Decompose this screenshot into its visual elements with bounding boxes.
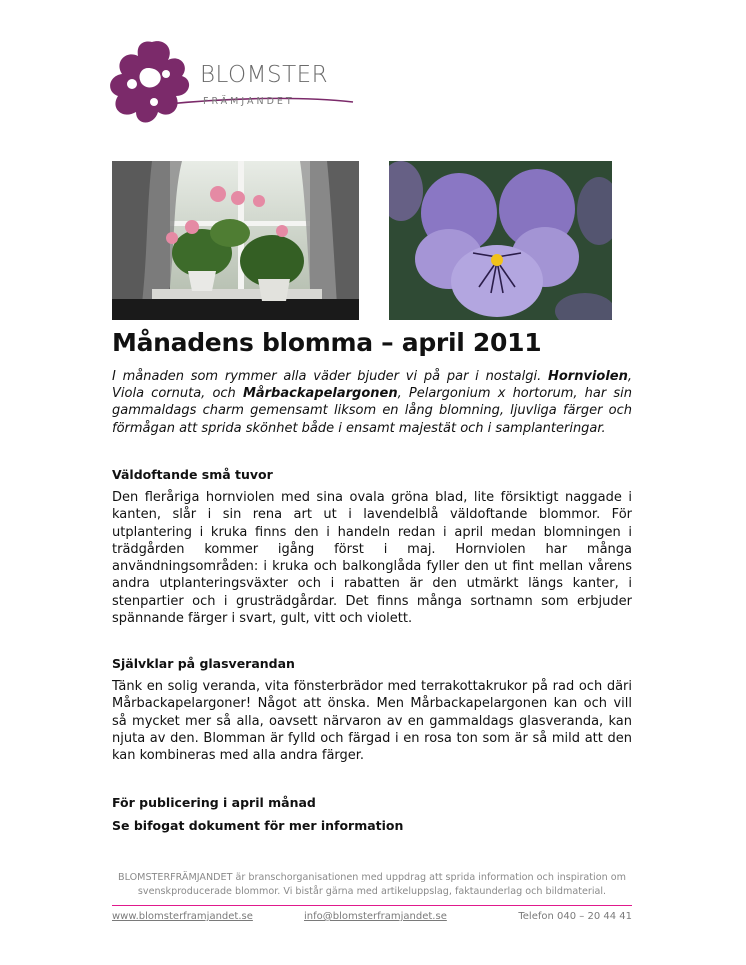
section-heading-pelargon: Självklar på glasverandan: [112, 656, 295, 671]
publish-note: För publicering i april månad: [112, 795, 316, 810]
window-geranium-photo: [112, 161, 359, 320]
intro-text-2: , Viola cornuta, och: [112, 369, 632, 402]
logo-subtitle: FRÄMJANDET: [203, 96, 295, 107]
intro-text-3: , Pelargonium x hortorum, har sin gammaldags charm gemensamt liksom en lång blomning, ljuvliga färger och förmågan att sprida skönhet både i ensamt majestät och i samplanteringar.: [112, 386, 632, 436]
viola-flower-photo: [389, 161, 612, 320]
footer-website-link[interactable]: www.blomsterframjandet.se: [112, 911, 253, 922]
page-title: Månadens blomma – april 2011: [112, 328, 542, 357]
attachment-note: Se bifogat dokument för mer information: [112, 818, 404, 833]
footer-phone: Telefon 040 – 20 44 41: [518, 911, 632, 922]
footer-email-link[interactable]: info@blomsterframjandet.se: [304, 911, 447, 922]
intro-text-1: I månaden som rymmer alla väder bjuder vi på par i nostalgi.: [112, 369, 548, 384]
logo: [108, 38, 368, 128]
intro-plant-name-1: Hornviolen: [547, 369, 628, 384]
section-paragraph-hornviolen: Den fleråriga hornviolen med sina ovala gröna blad, lite försiktigt naggade i kanten, slår i sin rena art ut i lavendelblå väldoftande blommor. För utplantering i kruka finns den i handeln redan i april medan blomningen i trädgården kommer igång först i maj. Hornviolen har många användningsområden: i kruka och balkonglåda fyller den ut fint mellan vårens andra utplanteringsväxter och i rabatten är den utmärkt längs kanter, i stenpartier och i grusträdgårdar. Det finns många sortnamn som erbjuder spännande färger i svart, gult, vitt och violett.: [112, 490, 632, 627]
section-paragraph-pelargon: Tänk en solig veranda, vita fönsterbrädor med terrakottakrukor på rad och däri Mårbackapelargoner! Något att önska. Men Mårbackapelargonen kan och vill så mycket mer så alla, oavsett närvaron av en gammaldags glasveranda, kan njuta av den. Blomman är fylld och färgad i en rosa ton som är så mild att den kan kombineras med alla andra färger.: [112, 679, 632, 764]
section-heading-hornviolen: Väldoftande små tuvor: [112, 467, 273, 482]
footer-divider: [112, 905, 632, 906]
intro-plant-name-2: Mårbackapelargonen: [242, 386, 398, 402]
intro-paragraph: [112, 368, 632, 437]
logo-wordmark: BLOMSTER: [200, 62, 329, 88]
footer-description: BLOMSTERFRÄMJANDET är branschorganisationen med uppdrag att sprida information och inspiration om svenskproducerade blommor. Vi bistår gärna med artikeluppslag, faktaunderlag och bildmaterial.: [118, 872, 626, 897]
